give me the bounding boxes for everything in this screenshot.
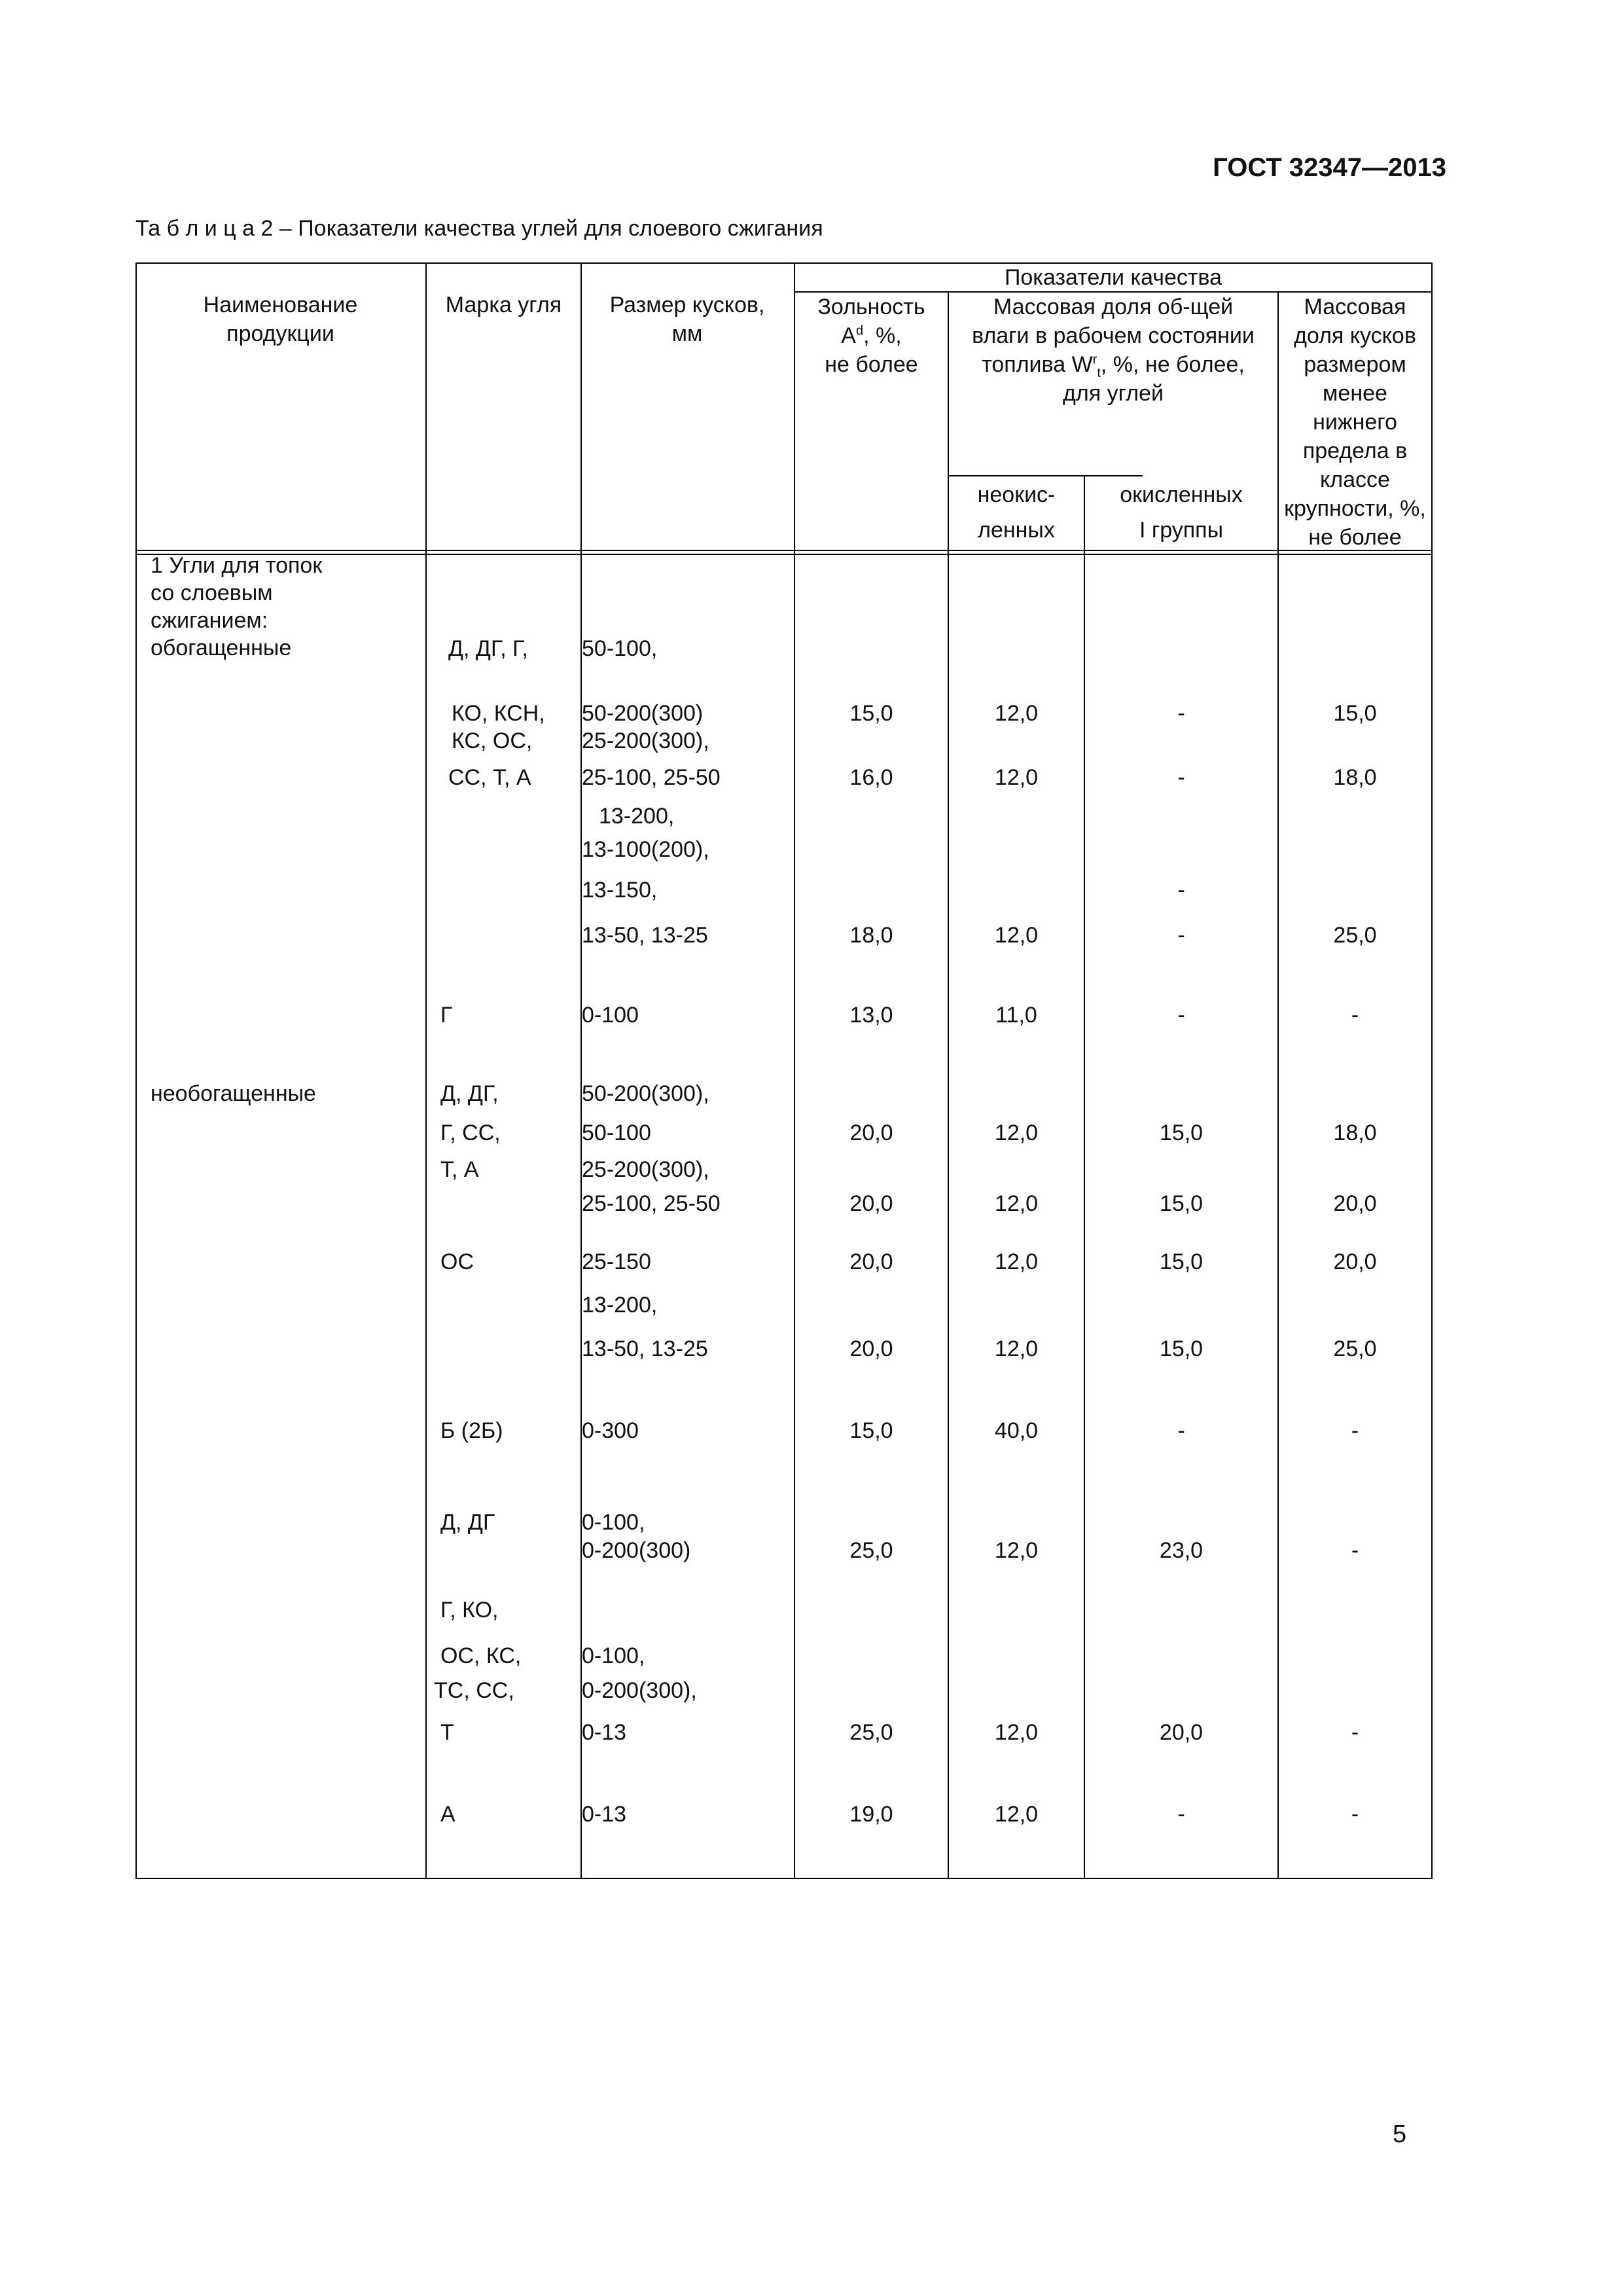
page-number: 5 <box>1393 2121 1407 2148</box>
value-cell: 15,0 <box>849 1418 893 1443</box>
header-ash-line1: Зольность <box>817 295 925 319</box>
value-cell: 12,0 <box>994 1249 1039 1274</box>
size-cell: 25-150 <box>582 1249 651 1274</box>
grade-cell: ОС <box>440 1249 474 1274</box>
size-cell: 13-200, <box>599 804 675 829</box>
value-cell: 13,0 <box>849 1003 893 1028</box>
grade-cell: КО, КСН, <box>452 701 545 726</box>
value-cell: 15,0 <box>1159 1336 1204 1361</box>
value-cell: - <box>1177 878 1185 903</box>
header-unoxidized: неокис- ленных <box>977 482 1056 543</box>
header-quality: Показатели качества <box>1004 265 1222 290</box>
value-cell: 20,0 <box>849 1121 893 1145</box>
grade-cell: Б (2Б) <box>440 1418 503 1443</box>
header-moisture-line1: Массовая доля об-щей <box>993 295 1234 319</box>
value-cell: - <box>1177 1418 1185 1443</box>
value-cell: - <box>1177 765 1185 790</box>
value-cell: 20,0 <box>1333 1249 1377 1274</box>
size-cell: 0-200(300), <box>582 1678 697 1703</box>
value-cell: 11,0 <box>995 1003 1037 1028</box>
standard-number: ГОСТ 32347—2013 <box>1213 153 1446 182</box>
value-cell: 15,0 <box>1159 1121 1204 1145</box>
header-moisture-line2: влаги в рабочем состоянии <box>972 323 1255 348</box>
size-cell: 13-50, 13-25 <box>582 923 708 948</box>
table-border-left <box>135 262 137 1879</box>
value-cell: 20,0 <box>849 1336 893 1361</box>
value-cell: - <box>1351 1538 1359 1563</box>
header-ash-line3: не более <box>825 352 918 377</box>
header-fines: Массовая доля кусков размером менее нижнего предела в классе крупности, %, не более <box>1284 295 1426 550</box>
value-cell: 12,0 <box>994 1336 1039 1361</box>
header-grade: Марка угля <box>445 293 562 317</box>
value-cell: 20,0 <box>1333 1191 1377 1216</box>
value-cell: 15,0 <box>1333 701 1377 726</box>
value-cell: 20,0 <box>849 1249 893 1274</box>
grade-cell: Д, ДГ, Г, <box>448 636 528 661</box>
grade-cell: Г, КО, <box>440 1598 499 1623</box>
col-divider-oxidized <box>1084 475 1085 1879</box>
value-cell: 12,0 <box>994 1720 1039 1745</box>
value-cell: 12,0 <box>994 1538 1039 1563</box>
value-cell: 15,0 <box>849 701 893 726</box>
grade-cell: Г <box>440 1003 453 1028</box>
value-cell: 12,0 <box>994 923 1039 948</box>
header-product: Наименование продукции <box>203 293 358 346</box>
grade-cell: СС, Т, А <box>448 765 531 790</box>
size-cell: 0-13 <box>582 1720 627 1745</box>
value-cell: 40,0 <box>994 1418 1039 1443</box>
table-border-right <box>1431 262 1433 1879</box>
size-cell: 25-200(300), <box>582 1157 709 1182</box>
value-cell: 18,0 <box>849 923 893 948</box>
size-cell: 0-100, <box>582 1643 645 1668</box>
value-cell: 25,0 <box>849 1720 893 1745</box>
size-cell: 13-200, <box>582 1293 658 1318</box>
size-cell: 0-200(300) <box>582 1538 691 1563</box>
quality-table <box>135 262 1433 1879</box>
value-cell: - <box>1351 1003 1359 1028</box>
grade-cell: ОС, КС, <box>440 1643 522 1668</box>
col-divider-fines <box>1277 291 1279 1879</box>
header-moisture-line3: топлива $W^r_t$, %, не более, <box>982 352 1245 380</box>
value-cell: 19,0 <box>849 1802 893 1827</box>
value-cell: 20,0 <box>1159 1720 1204 1745</box>
value-cell: - <box>1351 1418 1359 1443</box>
value-cell: 18,0 <box>1333 765 1377 790</box>
col-divider-grade <box>425 262 427 1879</box>
size-cell: 13-100(200), <box>582 837 709 862</box>
size-cell: 50-100, <box>582 636 658 661</box>
value-cell: - <box>1177 701 1185 726</box>
size-cell: 25-100, 25-50 <box>582 765 721 790</box>
grade-cell: Д, ДГ <box>440 1510 495 1535</box>
value-cell: - <box>1351 1720 1359 1745</box>
header-bottom-rule-1 <box>135 550 1433 551</box>
value-cell: 16,0 <box>849 765 893 790</box>
grade-cell: Д, ДГ, <box>440 1081 499 1106</box>
value-cell: 25,0 <box>1333 923 1377 948</box>
grade-cell: Г, СС, <box>440 1121 501 1145</box>
value-cell: - <box>1177 1802 1185 1827</box>
value-cell: 25,0 <box>1333 1336 1377 1361</box>
value-cell: 12,0 <box>994 701 1039 726</box>
size-cell: 50-200(300), <box>582 1081 709 1106</box>
grade-cell: КС, ОС, <box>452 728 533 753</box>
table-caption: Та б л и ц а 2 – Показатели качества углей для слоевого сжигания <box>135 216 823 241</box>
size-cell: 25-200(300), <box>582 728 709 753</box>
value-cell: 12,0 <box>994 1191 1039 1216</box>
size-cell: 13-50, 13-25 <box>582 1336 708 1361</box>
header-ash <box>795 293 948 379</box>
value-cell: 25,0 <box>849 1538 893 1563</box>
value-cell: 12,0 <box>994 1802 1039 1827</box>
moisture-subheader-rule <box>948 475 1143 476</box>
size-cell: 0-13 <box>582 1802 627 1827</box>
table-border-bottom <box>135 1878 1433 1879</box>
value-cell: 18,0 <box>1333 1121 1377 1145</box>
col-divider-ash <box>794 262 795 1879</box>
section-label: 1 Угли для топок со слоевым сжиганием: обогащенные <box>151 553 323 660</box>
header-bottom-rule-2 <box>135 554 1433 555</box>
header-moisture-line4: для углей <box>1063 381 1164 406</box>
grade-cell: А <box>440 1802 455 1827</box>
grade-cell: Т, А <box>440 1157 479 1182</box>
header-ash-line2: $A^d$, %, <box>841 323 902 348</box>
size-cell: 25-100, 25-50 <box>582 1191 721 1216</box>
col-divider-size <box>580 262 582 1879</box>
grade-cell: ТС, СС, <box>434 1678 514 1703</box>
header-size: Размер кусков, мм <box>609 293 765 346</box>
value-cell: - <box>1177 923 1185 948</box>
value-cell: 23,0 <box>1159 1538 1204 1563</box>
size-cell: 50-200(300) <box>582 701 704 726</box>
unenriched-label: необогащенные <box>151 1081 316 1106</box>
size-cell: 13-150, <box>582 878 658 903</box>
value-cell: 20,0 <box>849 1191 893 1216</box>
value-cell: - <box>1351 1802 1359 1827</box>
grade-cell: Т <box>440 1720 454 1745</box>
size-cell: 0-100, <box>582 1510 645 1535</box>
value-cell: 12,0 <box>994 765 1039 790</box>
size-cell: 0-300 <box>582 1418 639 1443</box>
value-cell: - <box>1177 1003 1185 1028</box>
header-moisture <box>949 293 1277 408</box>
value-cell: 12,0 <box>994 1121 1039 1145</box>
header-oxidized: окисленных I группы <box>1120 482 1243 543</box>
value-cell: 15,0 <box>1159 1191 1204 1216</box>
value-cell: 15,0 <box>1159 1249 1204 1274</box>
size-cell: 50-100 <box>582 1121 651 1145</box>
size-cell: 0-100 <box>582 1003 639 1028</box>
